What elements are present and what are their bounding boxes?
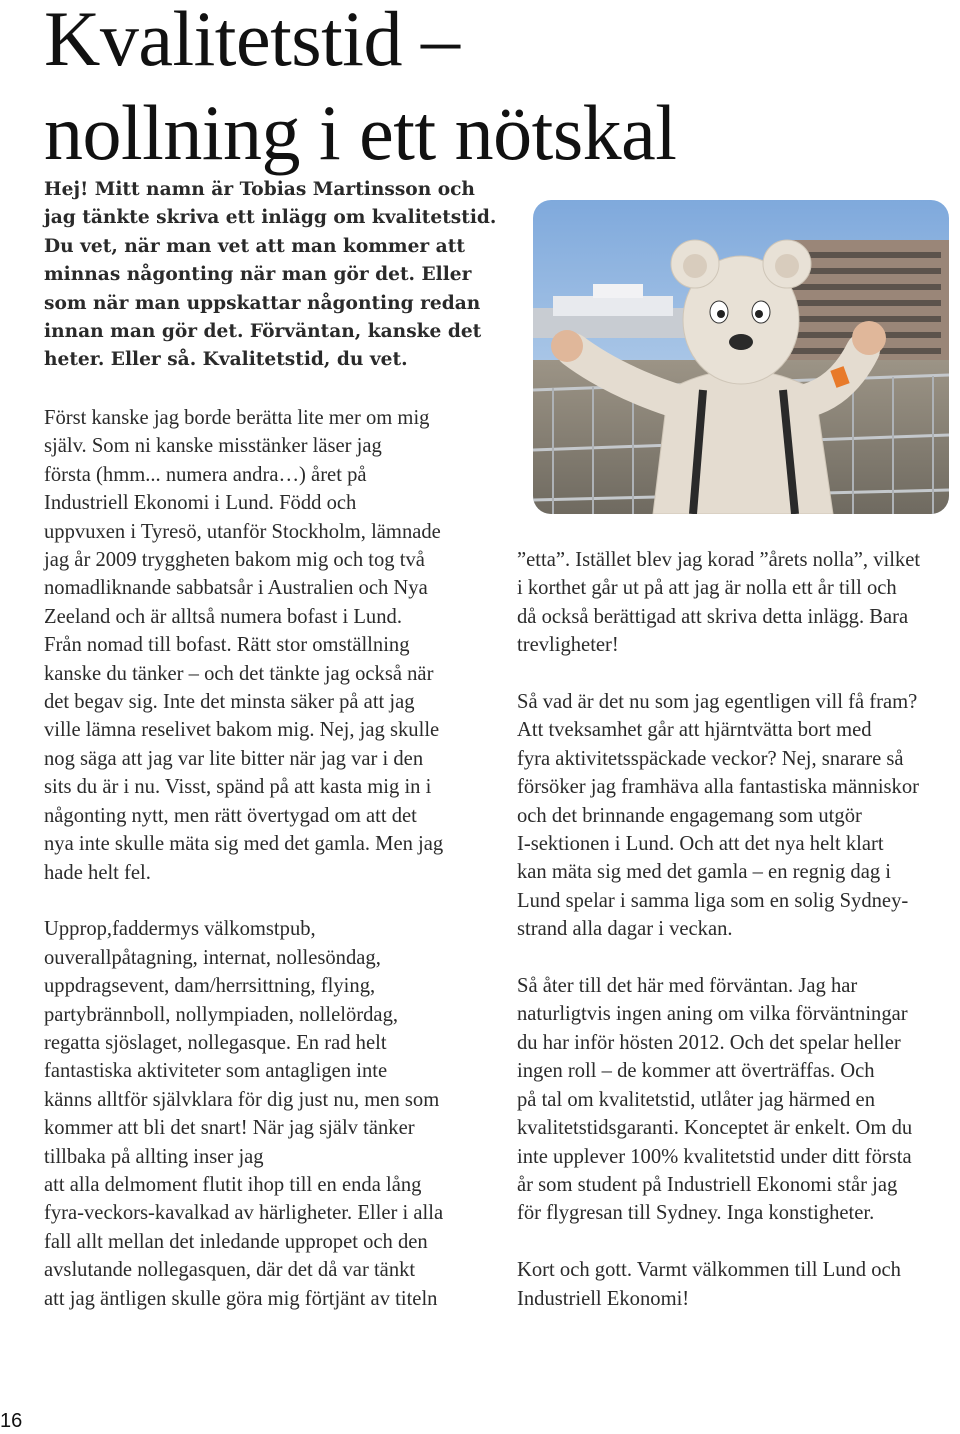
title-line: Kvalitetstid – bbox=[44, 0, 460, 82]
text-line: sits du är i nu. Visst, spänd på att kasta mig in i bbox=[44, 776, 432, 799]
text-line: du har inför hösten 2012. Och det spelar heller bbox=[517, 1031, 901, 1054]
text-line: kan mäta sig med det gamla – en regnig dag i bbox=[517, 861, 892, 884]
text-line: avslutande nollegasquen, där det då var tänkt bbox=[44, 1259, 416, 1282]
text-line: Att tveksamhet går att hjärntvätta bort med bbox=[517, 719, 872, 742]
text-line: Hej! Mitt namn är Tobias Martinsson och bbox=[44, 179, 475, 200]
text-line: Industriell Ekonomi i Lund. Född och bbox=[44, 492, 357, 515]
paragraph-gap bbox=[517, 1228, 957, 1256]
text-line: strand alla dagar i veckan. bbox=[517, 918, 733, 941]
text-line: på tal om kvalitetstid, utlåter jag härmed en bbox=[517, 1088, 875, 1111]
text-line: nomadliknande sabbatsår i Australien och Nya bbox=[44, 577, 428, 600]
text-line: ”etta”. Istället blev jag korad ”årets nolla”, vilket bbox=[517, 549, 921, 571]
text-line: själv. Som ni kanske misstänker läser jag bbox=[44, 435, 382, 458]
text-line: att alla delmoment flutit ihop till en enda lång bbox=[44, 1173, 422, 1196]
text-line: kanske du tänker – och det tänkte jag också när bbox=[44, 662, 434, 685]
text-line: kvalitetstidsgaranti. Konceptet är enkelt. Om du bbox=[517, 1117, 913, 1140]
article-title bbox=[44, 0, 744, 180]
text-line: Först kanske jag borde berätta lite mer om mig bbox=[44, 407, 430, 429]
text-line: första (hmm... numera andra…) året på bbox=[44, 463, 367, 486]
text-line: för flygresan till Sydney. Inga konstigheter. bbox=[517, 1202, 875, 1225]
article-body-left-column bbox=[44, 404, 504, 1313]
text-line: kommer att bli det snart! När jag själv tänker bbox=[44, 1117, 415, 1140]
text-line: uppdragsevent, dam/herrsittning, flying, bbox=[44, 975, 376, 998]
text-line: i korthet går ut på att jag är nolla ett år till och bbox=[517, 577, 897, 600]
text-line: ville lämna reselivet bakom mig. Nej, jag skulle bbox=[44, 719, 440, 742]
text-line: fantastiska aktiviteter som antagligen inte bbox=[44, 1060, 388, 1083]
text-line: Från nomad till bofast. Rätt stor omställning bbox=[44, 634, 410, 657]
text-line: Så vad är det nu som jag egentligen vill få fram? bbox=[517, 691, 918, 714]
text-line: uppvuxen i Tyresö, utanför Stockholm, lämnade bbox=[44, 520, 441, 543]
text-line: ouverallpåtagning, internat, nollesöndag, bbox=[44, 946, 381, 969]
text-line: Zeeland och är alltså numera bofast i Lund. bbox=[44, 605, 402, 628]
text-line: Du vet, när man vet att man kommer att bbox=[44, 235, 465, 257]
text-line: nog säga att jag var lite bitter när jag var i den bbox=[44, 747, 424, 770]
page-number: 16 bbox=[0, 1410, 23, 1432]
text-line: som när man uppskattar någonting redan bbox=[44, 292, 481, 314]
bear-costume-photo bbox=[533, 200, 949, 514]
text-line: trevligheter! bbox=[517, 634, 619, 657]
text-line: att jag äntligen skulle göra mig förtjänt av titeln bbox=[44, 1287, 438, 1310]
text-line: Lund spelar i samma liga som en solig Sydney- bbox=[517, 889, 909, 912]
text-line: år som student på Industriell Ekonomi står jag bbox=[517, 1173, 898, 1196]
text-line: det begav sig. Inte det minsta säker på att jag bbox=[44, 691, 415, 714]
title-line: nollning i ett nötskal bbox=[44, 89, 677, 176]
article-lead bbox=[44, 176, 497, 375]
text-line: jag tänkte skriva ett inlägg om kvalitetstid. bbox=[44, 207, 497, 229]
text-line: Kort och gott. Varmt välkommen till Lund och bbox=[517, 1259, 901, 1282]
text-line: Så åter till det här med förväntan. Jag har bbox=[517, 975, 858, 998]
text-line: naturligtvis ingen aning om vilka förväntningar bbox=[517, 1003, 908, 1026]
text-line: fall allt mellan det inledande uppropet och den bbox=[44, 1230, 428, 1253]
text-line: Upprop,faddermys välkomstpub, bbox=[44, 918, 316, 941]
text-line: innan man gör det. Förväntan, kanske det bbox=[44, 321, 482, 343]
text-line: jag år 2009 tryggheten bakom mig och tog två bbox=[44, 549, 425, 572]
paragraph-gap bbox=[44, 887, 504, 915]
paragraph-gap bbox=[517, 944, 957, 972]
text-line: inte upplever 100% kvalitetstid under ditt första bbox=[517, 1145, 912, 1168]
text-line: tillbaka på allting inser jag bbox=[44, 1145, 264, 1168]
text-line: heter. Eller så. Kvalitetstid, du vet. bbox=[44, 349, 408, 371]
text-line: och det brinnande engagemang som utgör bbox=[517, 804, 862, 827]
text-line: försöker jag framhäva alla fantastiska människor bbox=[517, 776, 920, 799]
text-line: minnas någonting när man gör det. Eller bbox=[44, 264, 472, 286]
text-line: I-sektionen i Lund. Och att det nya helt klart bbox=[517, 833, 884, 856]
article-photo bbox=[533, 200, 949, 514]
text-line: nya inte skulle mäta sig med det gamla. Men jag bbox=[44, 833, 444, 856]
article-body-right-column bbox=[517, 546, 957, 1313]
text-line: fyra aktivitetsspäckade veckor? Nej, snarare så bbox=[517, 747, 904, 770]
text-line: känns alltför självklara för dig just nu, men som bbox=[44, 1088, 440, 1111]
text-line: partybrännboll, nollympiaden, nollelördag, bbox=[44, 1003, 399, 1026]
text-line: någonting nytt, men rätt övertygad om att det bbox=[44, 804, 417, 827]
text-line: hade helt fel. bbox=[44, 861, 151, 884]
text-line: regatta sjöslaget, nollegasque. En rad helt bbox=[44, 1031, 387, 1054]
text-line: då också berättigad att skriva detta inlägg. Bara bbox=[517, 605, 909, 628]
text-line: ingen roll – de kommer att överträffas. Och bbox=[517, 1060, 875, 1083]
text-line: fyra-veckors-kavalkad av härligheter. Eller i alla bbox=[44, 1202, 444, 1225]
text-line: Industriell Ekonomi! bbox=[517, 1287, 690, 1310]
paragraph-gap bbox=[517, 660, 957, 688]
